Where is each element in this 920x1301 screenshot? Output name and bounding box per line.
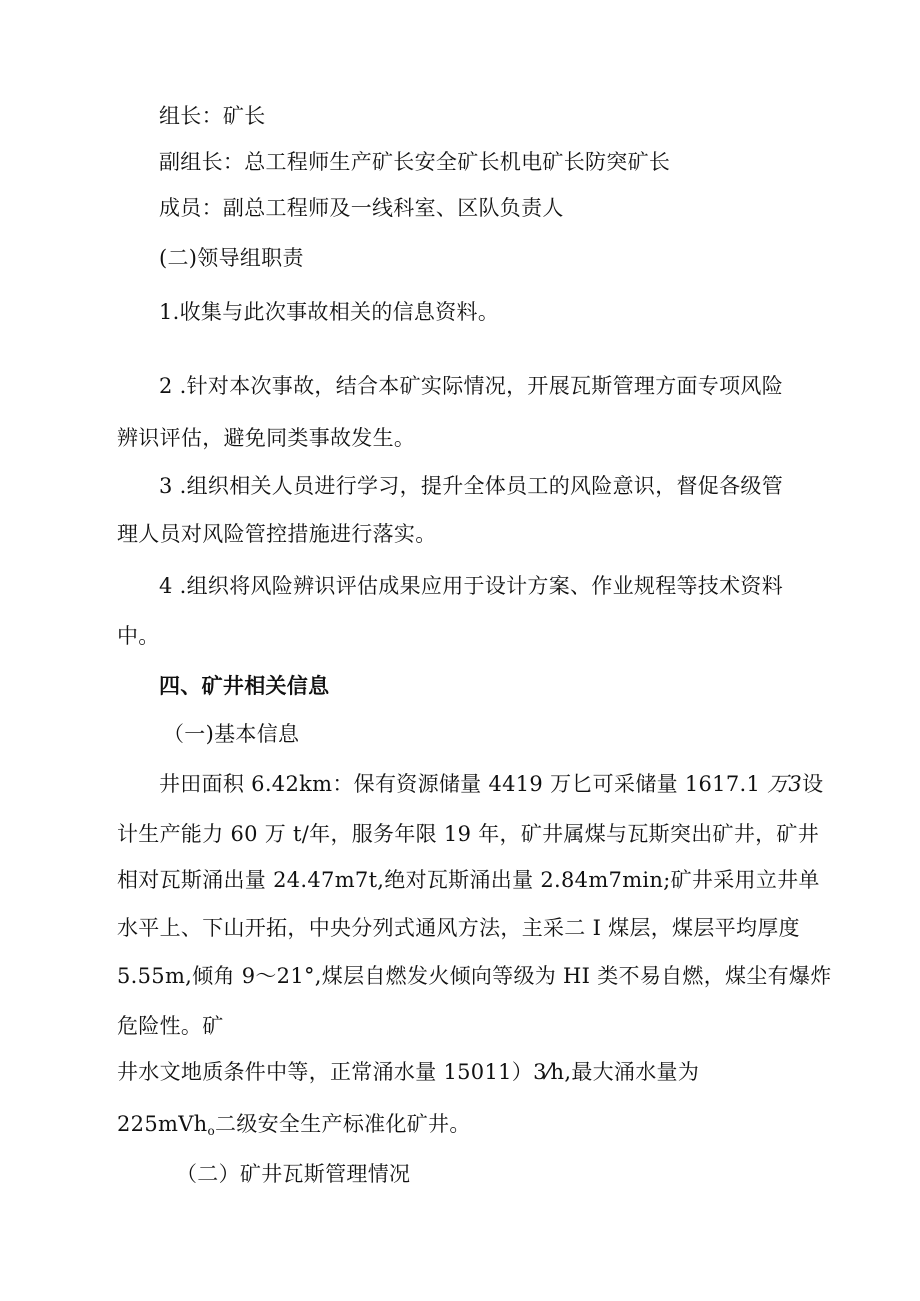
duty-item-4-line-1: 4 .组织将风险辨识评估成果应用于设计方案、作业规程等技术资料	[159, 574, 784, 598]
basic-info-line-4: 水平上、下山开拓，中央分列式通风方法，主采二 I 煤层，煤层平均厚度	[117, 916, 800, 940]
basic-info-line-1-italic: 万3	[767, 772, 803, 796]
duty-item-3-line-2: 理人员对风险管控措施进行落实。	[117, 522, 437, 546]
basic-info-line-1-text: 井田面积 6.42km：保有资源储量 4419 万匕可采储量 1617.1	[159, 772, 768, 796]
duty-item-4-line-2: 中。	[117, 624, 160, 648]
basic-info-line-1	[159, 770, 823, 798]
basic-info-line-3: 相对瓦斯涌出量 24.47m7t,绝对瓦斯涌出量 2.84m7min;矿井采用立井单	[117, 868, 820, 892]
duty-item-2-line-2: 辨识评估，避免同类事故发生。	[117, 426, 416, 450]
team-members-line: 成员：副总工程师及一线科室、区队负责人	[159, 196, 564, 220]
basic-info-line-1-end: 设	[802, 772, 824, 796]
basic-info-line-5: 5.55m,倾角 9～21°,煤层自燃发火倾向等级为 HI 类不易自燃，煤尘有爆炸	[117, 964, 832, 988]
team-leader-line: 组长：矿长	[159, 104, 266, 128]
gas-management-heading: （二）矿井瓦斯管理情况	[176, 1162, 411, 1186]
standard-line	[117, 1110, 471, 1145]
water-max-subscript: o	[207, 1124, 216, 1138]
standard-text: 二级安全生产标准化矿井。	[215, 1112, 471, 1136]
hydrology-line: 井水文地质条件中等，正常涌水量 15011）3⁄h,最大涌水量为	[117, 1060, 700, 1084]
duty-item-3-line-1: 3 .组织相关人员进行学习，提升全体员工的风险意识，督促各级管	[159, 474, 784, 498]
section-4-heading: 四、矿井相关信息	[159, 673, 330, 698]
duties-heading: (二)领导组职责	[159, 246, 304, 270]
water-max-value: 225mVh	[117, 1112, 208, 1136]
team-deputy-line: 副组长：总工程师生产矿长安全矿长机电矿长防突矿长	[159, 150, 671, 174]
duty-item-1: 1.收集与此次事故相关的信息资料。	[159, 300, 500, 324]
basic-info-line-6: 危险性。矿	[117, 1014, 224, 1038]
basic-info-line-2: 计生产能力 60 万 t/年，服务年限 19 年，矿井属煤与瓦斯突出矿井，矿井	[117, 822, 820, 846]
duty-item-2-line-1: 2 .针对本次事故，结合本矿实际情况，开展瓦斯管理方面专项风险	[159, 374, 784, 398]
basic-info-heading: （一)基本信息	[163, 722, 300, 746]
